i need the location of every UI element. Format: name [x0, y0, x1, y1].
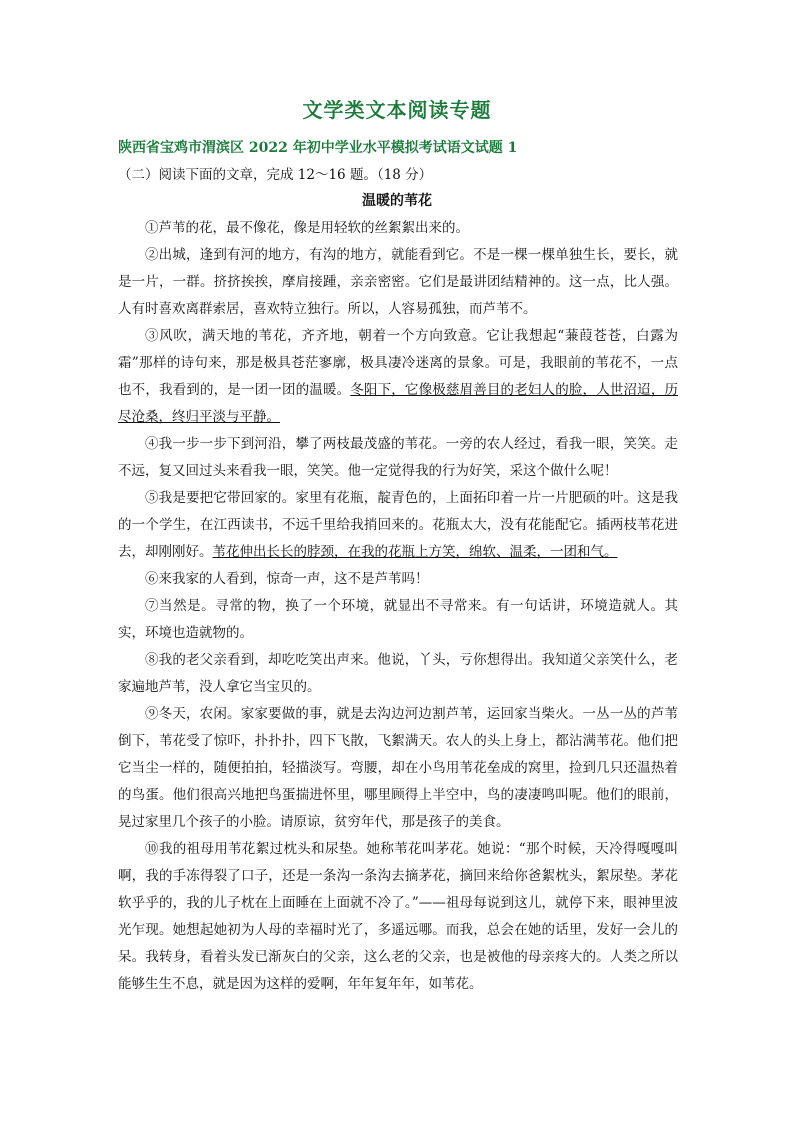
paragraph-6: ⑥来我家的人看到，惊奇一声，这不是芦苇吗！ — [145, 571, 429, 587]
paragraph-8: ⑧我的老父亲看到，却吃吃笑出声来。他说，丫头，亏你想得出。我知道父亲笑什么，老家遍地芦苇，没人拿它当宝贝的。 — [118, 652, 678, 695]
paragraph-3 — [118, 323, 678, 431]
paragraph-10: ⑩我的祖母用苇花絮过枕头和尿垫。她称苇花叫茅花。她说：“那个时候，天冷得嘎嘎叫啊，我的手冻得裂了口子，还是一条沟一条沟去摘茅花，摘回来给你爸絮枕头，絮尿垫。茅花软乎乎的，我的儿子枕在上面睡在上面就不冷了。”——祖母每说到这儿，就停下来，眼神里波光乍现。她想起她初为人母的幸福时光了，多遥远哪。而我，总会在她的话里，发好一会儿的呆。我转身，看着头发已渐灰白的父亲，这么老的父亲，也是被他的母亲疼大的。人类之所以能够生生不息，就是因为这样的爱啊，年年复年年，如苇花。 — [118, 841, 678, 992]
document-title: 文学类文本阅读专题 — [302, 98, 492, 122]
essay-title: 温暖的苇花 — [362, 193, 432, 209]
paragraph-7: ⑦当然是。寻常的物，换了一个环境，就显出不寻常来。有一句话讲，环境造就人。其实，环境也造就物的。 — [118, 598, 678, 641]
paragraph-3-underlined-sentence: 冬阳下，它像极慈眉善目的老妇人的脸，人世沼迢，历尽沧桑，终归平淡与平静。 — [118, 382, 679, 425]
exam-source-heading: 陕西省宝鸡市渭滨区 2022 年初中学业水平模拟考试语文试题 1 — [118, 140, 518, 156]
paragraph-1: ①芦苇的花，最不像花，像是用轻软的丝絮絮出来的。 — [145, 220, 469, 236]
paragraph-2: ②出城，逢到有河的地方，有沟的地方，就能看到它。不是一棵一棵单独生长，要长，就是一片，一群。挤挤挨挨，摩肩接踵，亲亲密密。它们是最讲团结精神的。这一点，比人强。人有时喜欢离群索居，喜欢特立独行。所以，人容易孤独，而芦苇不。 — [118, 247, 678, 317]
reading-instruction: （二）阅读下面的文章，完成 12～16 题。（18 分） — [118, 167, 433, 183]
paragraph-9: ⑨冬天，农闲。家家要做的事，就是去沟边河边割芦苇，运回家当柴火。一丛一丛的芦苇倒下，苇花受了惊吓，扑扑扑，四下飞散，飞絮满天。农人的头上身上，都沾满苇花。他们把它当尘一样的，随便拍拍，轻描淡写。弯腰，却在小鸟用苇花垒成的窝里，捡到几只还温热着的鸟蛋。他们很高兴地把鸟蛋揣进怀里，哪里顾得上半空中，鸟的凄凄鸣叫呢。他们的眼前，晃过家里几个孩子的小脸。请原谅，贫穷年代，那是孩子的美食。 — [118, 706, 678, 830]
essay-body — [118, 215, 678, 998]
paragraph-3-text: ③风吹，满天地的苇花，齐齐地，朝着一个方向致意。它让我想起“蒹葭苍苍，白露为霜”那样的诗句来，那是极具苍茫寥廓，极具凄冷迷离的景象。可是，我眼前的苇花不，一点也不，我看到的，是一团一团的温暖。 — [118, 328, 678, 398]
paragraph-4: ④我一步一步下到河沿，攀了两枝最茂盛的苇花。一旁的农人经过，看我一眼，笑笑。走不远，复又回过头来看我一眼，笑笑。他一定觉得我的行为好笑，采这个做什么呢！ — [118, 436, 678, 479]
paragraph-5-text: ⑤我是要把它带回家的。家里有花瓶，靛青色的，上面拓印着一片一片肥硕的叶。这是我的一个学生，在江西读书，不远千里给我捎回来的。花瓶太大，没有花能配它。插两枝苇花进去，却刚刚好。 — [118, 490, 678, 560]
paragraph-5 — [118, 485, 678, 566]
paragraph-5-underlined-sentence: 苇花伸出长长的脖颈，在我的花瓶上方笑，绵软、温柔，一团和气。 — [212, 544, 618, 560]
